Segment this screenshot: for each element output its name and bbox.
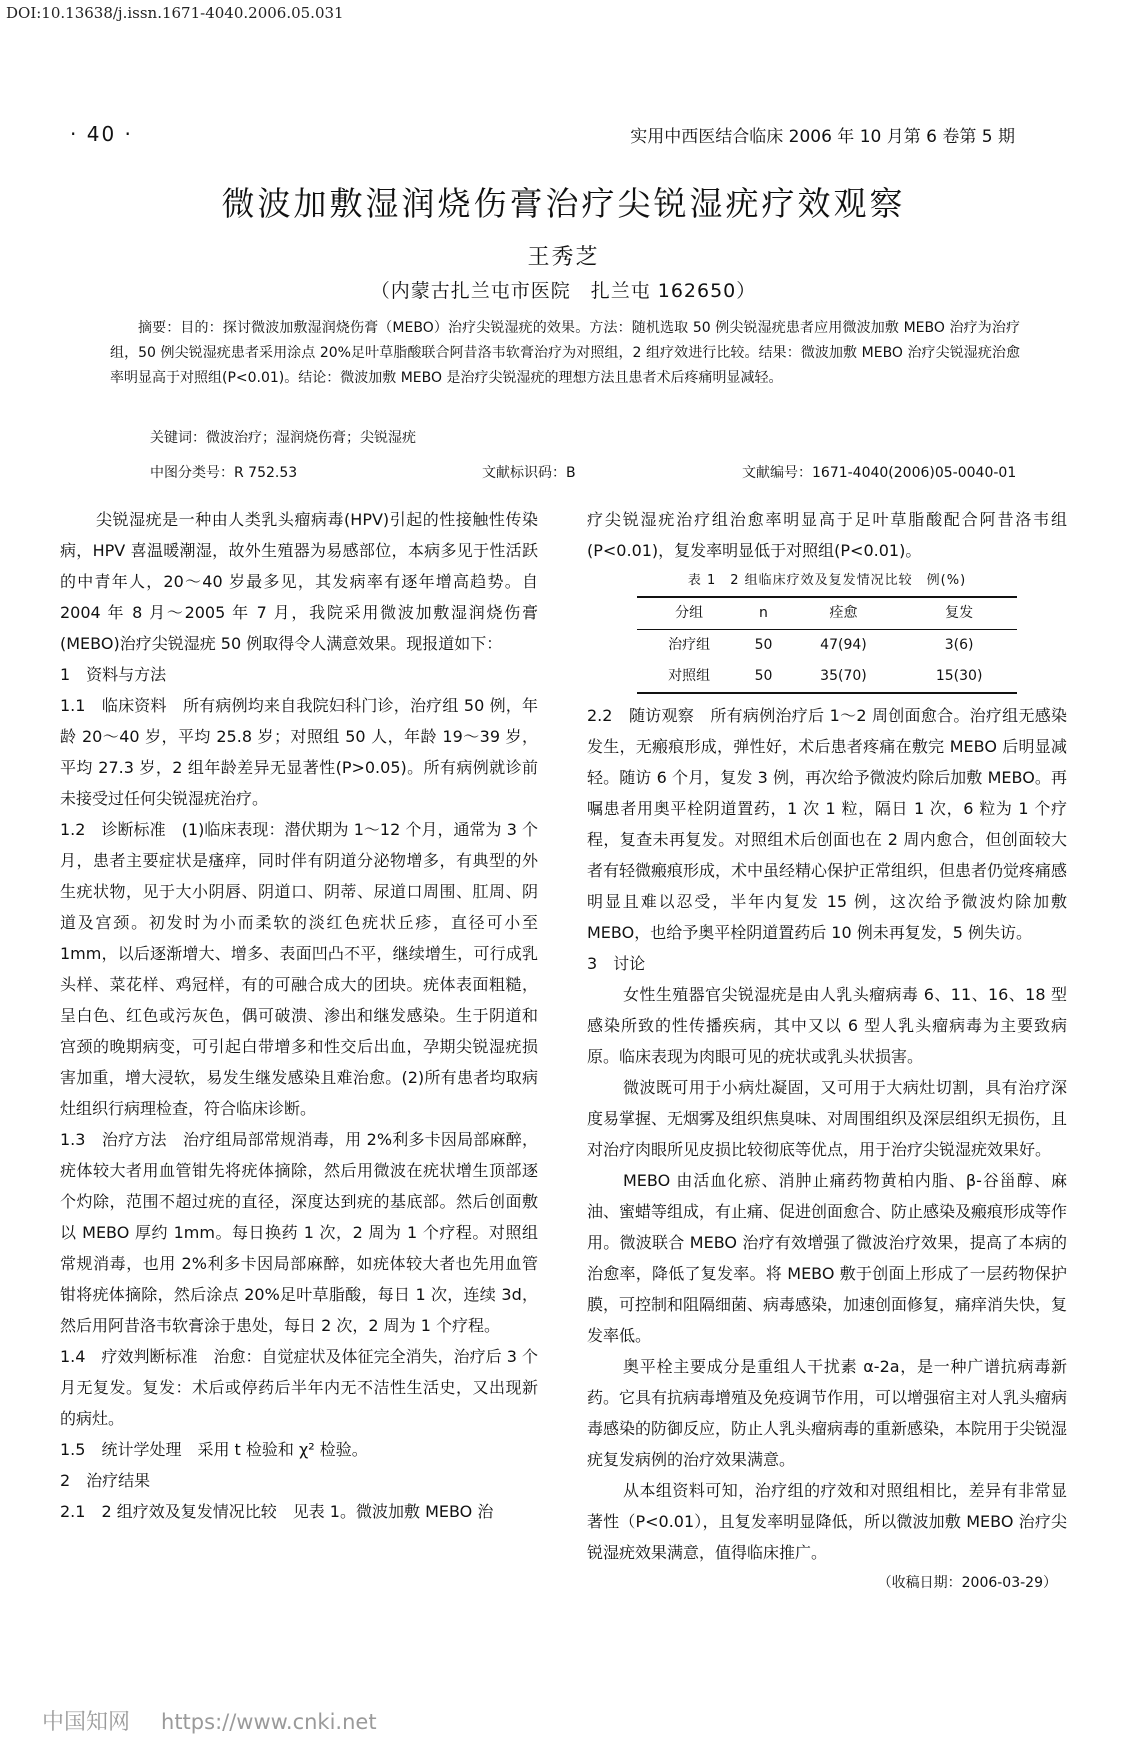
document-code: 文献标识码：B bbox=[482, 465, 576, 481]
table-cell: 50 bbox=[754, 637, 773, 653]
watermark-url[interactable]: https://www.cnki.net bbox=[161, 1710, 377, 1734]
table-row bbox=[637, 630, 1017, 662]
paragraph-1-2: 1.2 诊断标准 (1)临床表现：潜伏期为 1～12 个月，通常为 3 个月，患者主要症状是瘙痒，同时伴有阴道分泌物增多，有典型的外生疣状物，见于大小阴唇、阴道口、阴蒂、尿道口周围、肛周、阴道及宫颈。初发时为小而柔软的淡红色疣状丘疹，直径可小至 1mm，以后逐渐增大、增多、表面凹凸不平，继续增生，可行成乳头样、菜花样、鸡冠样，有的可融合成大的团块。疣体表面粗糙，呈白色、红色或污灰色，偶可破溃、渗出和继发感染。生于阴道和宫颈的晚期病变，可引起白带增多和性交后出血，孕期尖锐湿疣损害加重，增大浸软，易发生继发感染且难治愈。(2)所有患者均取病灶组织行病理检查，符合临床诊断。 bbox=[60, 820, 538, 1118]
discussion-paragraph-1: 女性生殖器官尖锐湿疣是由人乳头瘤病毒 6、11、16、18 型感染所致的性传播疾病，其中又以 6 型人乳头瘤病毒为主要致病原。临床表现为肉眼可见的疣状或乳头状损害。 bbox=[587, 985, 1067, 1066]
table-row bbox=[637, 661, 1017, 693]
watermark-brand: 中国知网 bbox=[42, 1710, 131, 1735]
received-date: （收稿日期：2006-03-29） bbox=[877, 1575, 1057, 1591]
table-header-cell: 痊愈 bbox=[829, 605, 858, 621]
table-cell: 50 bbox=[754, 668, 773, 684]
table-header-row bbox=[637, 597, 1017, 630]
article-title: 微波加敷湿润烧伤膏治疗尖锐湿疣疗效观察 bbox=[221, 184, 906, 223]
results-table bbox=[637, 596, 1017, 694]
continued-paragraph: 疗尖锐湿疣治疗组治愈率明显高于足叶草脂酸配合阿昔洛韦组(P<0.01)，复发率明显低于对照组(P<0.01)。 bbox=[587, 510, 1067, 560]
keywords: 关键词：微波治疗；湿润烧伤膏；尖锐湿疣 bbox=[150, 430, 416, 446]
paragraph-2-2: 2.2 随访观察 所有病例治疗后 1～2 周创面愈合。治疗组无感染发生，无瘢痕形成，弹性好，术后患者疼痛在敷完 MEBO 后明显减轻。随访 6 个月，复发 3 例，再次给予微波灼除后加敷 MEBO。再嘱患者用奥平栓阴道置药，1 次 1 粒，隔日 1 次，6 粒为 1 个疗程，复查未再复发。对照组术后创面也在 2 周内愈合，但创面较大者有轻微瘢痕形成，术中虽经精心保护正常组织，但患者仍觉疼痛感明显且难以忍受，半年内复发 15 例，这次给予微波灼除加敷 MEBO，也给予奥平栓阴道置药后 10 例未再复发，5 例失访。 bbox=[587, 706, 1068, 942]
clc-number: 中图分类号：R 752.53 bbox=[150, 465, 298, 481]
table-cell: 35(70) bbox=[820, 668, 867, 684]
abstract: 摘要：目的：探讨微波加敷湿润烧伤膏（MEBO）治疗尖锐湿疣的效果。方法：随机选取 50 例尖锐湿疣患者应用微波加敷 MEBO 治疗为治疗组，50 例尖锐湿疣患者采用涂点 20%足叶草脂酸联合阿昔洛韦软膏治疗为对照组，2 组疗效进行比较。结果：微波加敷 MEBO 治疗尖锐湿疣治愈率明显高于对照组(P<0.01)。结论：微波加敷 MEBO 是治疗尖锐湿疣的理想方法且患者术后疼痛明显减轻。 bbox=[110, 320, 1020, 386]
discussion-paragraph-4: 奥平栓主要成分是重组人干扰素 α-2a，是一种广谱抗病毒新药。它具有抗病毒增殖及免疫调节作用，可以增强宿主对人乳头瘤病毒感染的防御反应，防止人乳头瘤病毒的重新感染，本院用于尖锐湿疣复发病例的治疗效果满意。 bbox=[587, 1357, 1068, 1469]
journal-header: 实用中西医结合临床 2006 年 10 月第 6 卷第 5 期 bbox=[630, 127, 1015, 147]
section-heading-2: 2 治疗结果 bbox=[60, 1471, 151, 1490]
page-number: · 40 · bbox=[70, 122, 133, 146]
discussion-paragraph-5: 从本组资料可知，治疗组的疗效和对照组相比，差异有非常显著性（P<0.01），且复发率明显降低，所以微波加敷 MEBO 治疗尖锐湿疣效果满意，值得临床推广。 bbox=[587, 1481, 1067, 1562]
paragraph-1-4: 1.4 疗效判断标准 治愈：自觉症状及体征完全消失，治疗后 3 个月无复发。复发：术后或停药后半年内无不洁性生活史，又出现新的病灶。 bbox=[60, 1347, 538, 1428]
table-header-cell: 复发 bbox=[945, 605, 974, 621]
paragraph-1-1: 1.1 临床资料 所有病例均来自我院妇科门诊，治疗组 50 例，年龄 20～40 岁，平均 25.8 岁；对照组 50 人，年龄 19～39 岁，平均 27.3 岁，2 组年龄差异无显著性(P>0.05)。所有病例就诊前未接受过任何尖锐湿疣治疗。 bbox=[60, 696, 538, 808]
section-heading-3: 3 讨论 bbox=[587, 954, 646, 973]
paragraph-1-5: 1.5 统计学处理 采用 t 检验和 χ² 检验。 bbox=[60, 1440, 368, 1459]
body-right-column bbox=[587, 504, 1067, 1599]
author-affiliation: （内蒙古扎兰屯市医院 扎兰屯 162650） bbox=[370, 280, 757, 302]
paragraph-1-3: 1.3 治疗方法 治疗组局部常规消毒，用 2%利多卡因局部麻醉，疣体较大者用血管钳先将疣体摘除，然后用微波在疣状增生顶部逐个灼除，范围不超过疣的直径，深度达到疣的基底部。然后创面敷以 MEBO 厚约 1mm。每日换药 1 次，2 周为 1 个疗程。对照组常规消毒，也用 2%利多卡因局部麻醉，如疣体较大者也先用血管钳将疣体摘除，然后涂点 20%足叶草脂酸，每日 1 次，连续 3d，然后用阿昔洛韦软膏涂于患处，每日 2 次，2 周为 1 个疗程。 bbox=[60, 1130, 538, 1335]
article-author: 王秀芝 bbox=[527, 245, 600, 270]
section-heading-1: 1 资料与方法 bbox=[60, 665, 167, 684]
paragraph-2-1: 2.1 2 组疗效及复发情况比较 见表 1。微波加敷 MEBO 治 bbox=[60, 1502, 494, 1521]
discussion-paragraph-3: MEBO 由活血化瘀、消肿止痛药物黄柏内脂、β-谷甾醇、麻油、蜜蜡等组成，有止痛、促进创面愈合、防止感染及瘢痕形成等作用。微波联合 MEBO 治疗有效增强了微波治疗效果，提高了本病的治愈率，降低了复发率。将 MEBO 敷于创面上形成了一层药物保护膜，可控制和阻隔细菌、病毒感染，加速创面修复，痛痒消失快，复发率低。 bbox=[587, 1171, 1068, 1345]
discussion-paragraph-2: 微波既可用于小病灶凝固，又可用于大病灶切割，具有治疗深度易掌握、无烟雾及组织焦臭味、对周围组织及深层组织无损伤，且对治疗肉眼所见皮损比较彻底等优点，用于治疗尖锐湿疣效果好。 bbox=[587, 1078, 1068, 1159]
table-header-cell: 分组 bbox=[675, 605, 704, 621]
table-cell: 3(6) bbox=[944, 637, 974, 653]
table-cell: 治疗组 bbox=[668, 637, 711, 653]
intro-paragraph: 尖锐湿疣是一种由人类乳头瘤病毒(HPV)引起的性接触性传染病，HPV 喜温暖潮湿，故外生殖器为易感部位，本病多见于性活跃的中青年人，20～40 岁最多见，其发病率有逐年增高趋势。自 2004 年 8 月～2005 年 7 月，我院采用微波加敷湿润烧伤膏(MEBO)治疗尖锐湿疣 50 例取得令人满意效果。现报道如下： bbox=[60, 510, 538, 653]
table-header-cell: n bbox=[759, 605, 768, 621]
doi-line: DOI:10.13638/j.issn.1671-4040.2006.05.031 bbox=[6, 4, 344, 22]
table-cell: 47(94) bbox=[820, 637, 867, 653]
table-cell: 15(30) bbox=[935, 668, 983, 684]
cnki-watermark bbox=[42, 1705, 377, 1736]
article-id: 文献编号：1671-4040(2006)05-0040-01 bbox=[742, 465, 1017, 481]
table-caption: 表 1 2 组临床疗效及复发情况比较 例(%) bbox=[687, 573, 967, 588]
table-cell: 对照组 bbox=[668, 668, 711, 684]
body-left-column bbox=[60, 504, 538, 1527]
